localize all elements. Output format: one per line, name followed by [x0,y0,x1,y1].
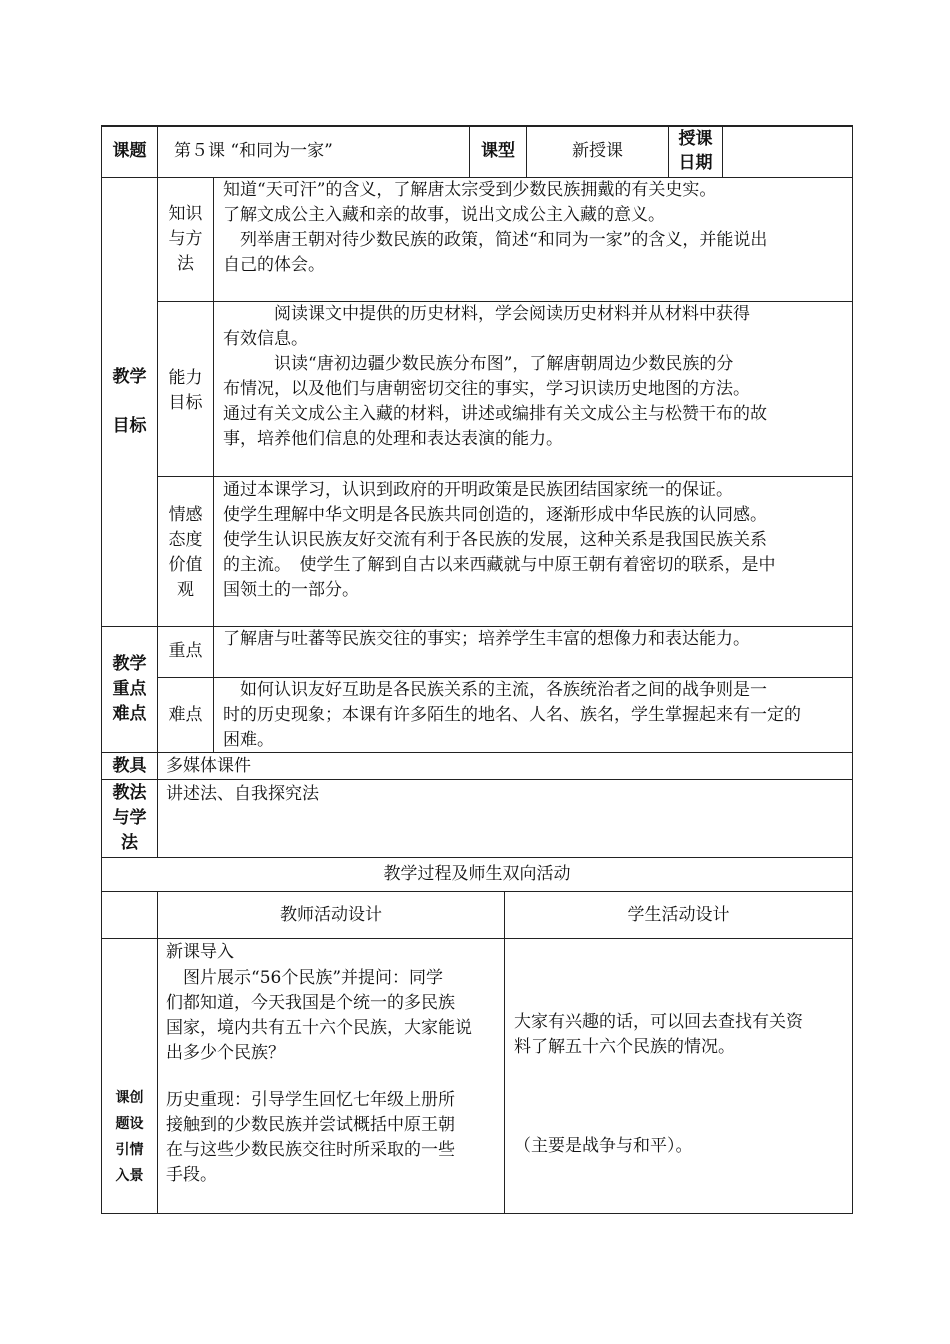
table-border-right [852,125,853,1214]
ability-text-line: 事，培养他们信息的处理和表达表演的能力。 [223,429,563,449]
section-label: 引情 [115,1142,144,1158]
knowledge-text-line: 知道“天可汗”的含义，了解唐太宗受到少数民族拥戴的有关史实。 [223,180,717,200]
col-divider [504,891,505,1213]
methods-label: 教法 [112,783,147,803]
objectives-label: 目标 [112,416,147,436]
row-divider [157,476,853,477]
row-divider [101,891,853,892]
row-divider [101,779,853,780]
key-point-label: 重点 [168,641,203,661]
student-activity-line: （主要是战争与和平）。 [514,1136,693,1156]
teacher-activity-header: 教师活动设计 [280,905,382,925]
focus-label: 重点 [112,679,147,699]
student-activity-header: 学生活动设计 [627,905,730,925]
ability-text-line: 布情况，以及他们与唐朝密切交往的事实，学习识读历史地图的方法。 [223,379,750,399]
date-label: 日期 [678,153,713,173]
process-title: 教学过程及师生双向活动 [383,864,571,884]
emotion-label: 价值 [168,555,203,575]
teacher-activity-line: 们都知道，今天我国是个统一的多民族 [166,993,455,1013]
lesson-type-value: 新授课 [572,141,623,161]
emotion-text-line: 通过本课学习，认识到政府的开明政策是民族团结国家统一的保证。 [223,480,733,500]
focus-label: 难点 [112,704,147,724]
teacher-activity-line: 新课导入 [166,942,234,962]
date-label: 授课 [678,129,713,149]
emotion-label: 情感 [168,505,203,525]
student-activity-line: 料了解五十六个民族的情况。 [514,1037,735,1057]
section-label: 题设 [115,1116,144,1132]
objectives-label: 教学 [112,367,147,387]
ability-label: 能力 [168,368,203,388]
section-label: 入景 [115,1168,144,1184]
knowledge-label: 法 [177,254,194,274]
topic-label: 课题 [112,141,147,161]
teacher-activity-line: 手段。 [166,1165,217,1185]
tools-value: 多媒体课件 [166,756,251,776]
knowledge-text-line: 列举唐王朝对待少数民族的政策，简述“和同为一家”的含义，并能说出 [223,230,768,250]
knowledge-text-line: 了解文成公主入藏和亲的故事，说出文成公主入藏的意义。 [223,205,665,225]
difficult-text-line: 如何认识友好互助是各民族关系的主流，各族统治者之间的战争则是一 [223,680,767,700]
emotion-label: 观 [177,580,194,600]
row-divider [101,857,853,858]
teacher-activity-line: 历史重现：引导学生回忆七年级上册所 [166,1090,455,1110]
knowledge-label: 与方 [168,229,203,249]
emotion-text-line: 使学生认识民族友好交流有利于各民族的发展，这种关系是我国民族关系 [223,530,767,550]
emotion-label: 态度 [168,530,203,550]
topic-value: 第５课 “和同为一家” [174,141,333,161]
ability-text-line: 识读“唐初边疆少数民族分布图”，了解唐朝周边少数民族的分 [223,354,734,374]
emotion-text-line: 使学生理解中华文明是各民族共同创造的，逐渐形成中华民族的认同感。 [223,505,767,525]
knowledge-label: 知识 [168,204,203,224]
student-activity-line: 大家有兴趣的话，可以回去查找有关资 [514,1012,803,1032]
ability-label: 目标 [168,393,203,413]
teacher-activity-line: 出多少个民族？ [166,1043,285,1063]
section-label: 课创 [115,1090,144,1106]
difficult-text-line: 困难。 [223,730,274,750]
focus-label: 教学 [112,654,147,674]
methods-value: 讲述法、自我探究法 [166,784,319,804]
teacher-activity-line: 图片展示“56个民族”并提问：同学 [166,968,444,988]
methods-label: 法 [121,833,138,853]
emotion-text-line: 的主流。 使学生了解到自古以来西藏就与中原王朝有着密切的联系，是中 [223,555,776,575]
knowledge-text-line: 自己的体会。 [223,255,325,275]
table-border-top [101,125,853,127]
row-divider [101,938,853,939]
ability-text-line: 有效信息。 [223,329,308,349]
teacher-activity-line: 在与这些少数民族交往时所采取的一些 [166,1140,455,1160]
difficult-text-line: 时的历史现象；本课有许多陌生的地名、人名、族名，学生掌握起来有一定的 [223,705,801,725]
col-divider [722,125,723,178]
difficult-point-label: 难点 [168,705,203,725]
teacher-activity-line: 国家，境内共有五十六个民族，大家能说 [166,1018,472,1038]
ability-text-line: 阅读课文中提供的历史材料，学会阅读历史材料并从材料中获得 [223,304,750,324]
col-divider [213,177,214,753]
methods-label: 与学 [112,808,147,828]
col-divider [157,891,158,1213]
emotion-text-line: 国领土的一部分。 [223,580,359,600]
table-border-bottom [101,1213,853,1214]
teacher-activity-line: 接触到的少数民族并尝试概括中原王朝 [166,1115,455,1135]
lesson-type-label: 课型 [481,141,515,161]
ability-text-line: 通过有关文成公主入藏的材料，讲述或编排有关文成公主与松赞干布的故 [223,404,767,424]
key-point-text: 了解唐与吐蕃等民族交往的事实；培养学生丰富的想像力和表达能力。 [223,629,750,649]
tools-label: 教具 [112,756,147,776]
